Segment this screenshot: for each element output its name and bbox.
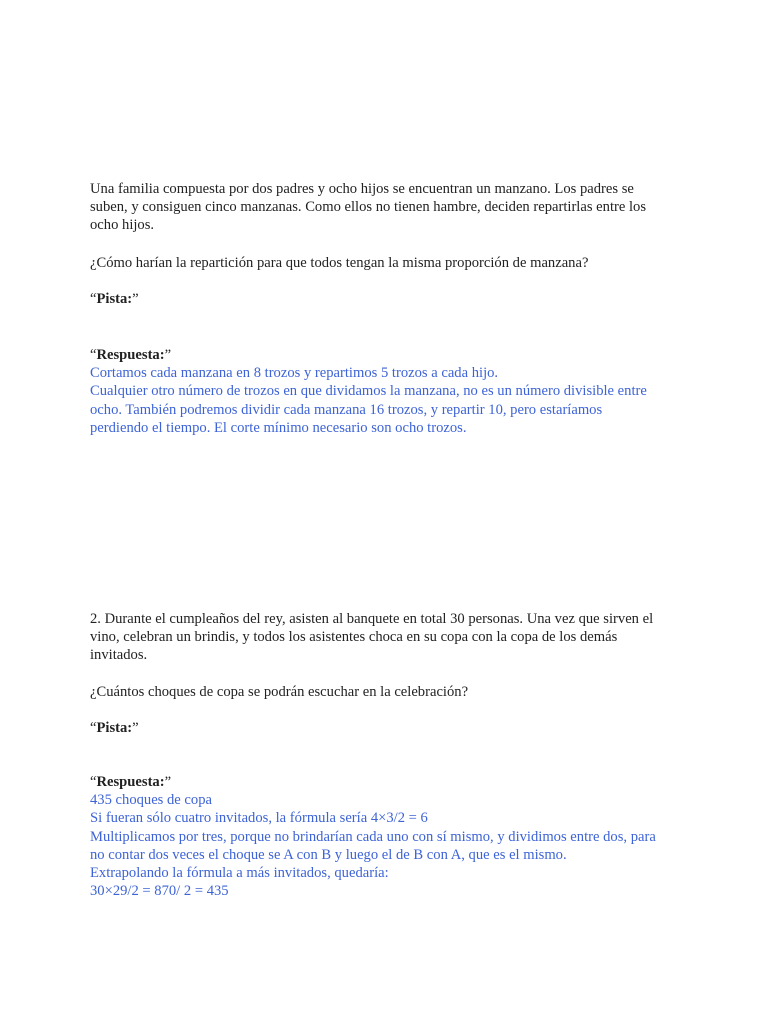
problem-2-hint bbox=[90, 719, 678, 737]
statement-line: ocho hijos. bbox=[90, 217, 155, 234]
answer-label: Respuesta: bbox=[96, 774, 165, 790]
question-text: ¿Cómo harían la repartición para que todos tengan la misma proporción de manzana? bbox=[90, 255, 589, 271]
hint-label: Pista: bbox=[96, 720, 133, 736]
answer-line: Multiplicamos por tres, porque no brindarían cada uno con sí mismo, y dividimos entre dos, para bbox=[90, 828, 656, 845]
answer-line: ocho. También podremos dividir cada manzana 16 trozos, y repartir 10, pero estaríamos bbox=[90, 401, 603, 418]
problem-2-statement bbox=[90, 610, 678, 665]
hint-open-quote: “ bbox=[90, 291, 97, 307]
problem-1-statement bbox=[90, 180, 678, 235]
answer-line: Cortamos cada manzana en 8 trozos y repartimos 5 trozos a cada hijo. bbox=[90, 365, 499, 382]
question-text: ¿Cuántos choques de copa se podrán escuchar en la celebración? bbox=[90, 684, 469, 700]
problem-1-answer bbox=[90, 346, 678, 437]
problem-1-question bbox=[90, 254, 678, 272]
answer-line: perdiendo el tiempo. El corte mínimo necesario son ocho trozos. bbox=[90, 419, 467, 436]
answer-line: 30×29/2 = 870/ 2 = 435 bbox=[90, 883, 229, 900]
answer-line: no contar dos veces el choque se A con B y luego el de B con A, que es el mismo. bbox=[90, 846, 567, 863]
problem-2-answer bbox=[90, 773, 678, 900]
hint-open-quote: “ bbox=[90, 720, 97, 736]
answer-close-quote: ” bbox=[164, 774, 172, 790]
problem-2-question bbox=[90, 683, 678, 701]
statement-line: invitados. bbox=[90, 647, 148, 664]
statement-line: vino, celebran un brindis, y todos los asistentes choca en su copa con la copa de los demás bbox=[90, 629, 618, 646]
statement-line: Una familia compuesta por dos padres y ocho hijos se encuentran un manzano. Los padres se bbox=[90, 181, 634, 197]
answer-line: Cualquier otro número de trozos en que dividamos la manzana, no es un número divisible entre bbox=[90, 383, 647, 400]
answer-open-quote: “ bbox=[90, 774, 97, 790]
hint-close-quote: ” bbox=[132, 291, 139, 307]
answer-line: Si fueran sólo cuatro invitados, la fórmula sería 4×3/2 = 6 bbox=[90, 810, 428, 827]
answer-close-quote: ” bbox=[164, 347, 172, 363]
answer-open-quote: “ bbox=[90, 347, 97, 363]
statement-line: 2. Durante el cumpleaños del rey, asisten al banquete en total 30 personas. Una vez que sirven el bbox=[90, 611, 654, 627]
hint-close-quote: ” bbox=[132, 720, 139, 736]
answer-line: Extrapolando la fórmula a más invitados, quedaría: bbox=[90, 865, 389, 882]
answer-line: 435 choques de copa bbox=[90, 792, 212, 809]
statement-line: suben, y consiguen cinco manzanas. Como ellos no tienen hambre, deciden repartirlas entre los bbox=[90, 199, 647, 216]
problem-1-hint bbox=[90, 290, 678, 308]
answer-label: Respuesta: bbox=[96, 347, 165, 363]
hint-label: Pista: bbox=[96, 291, 133, 307]
